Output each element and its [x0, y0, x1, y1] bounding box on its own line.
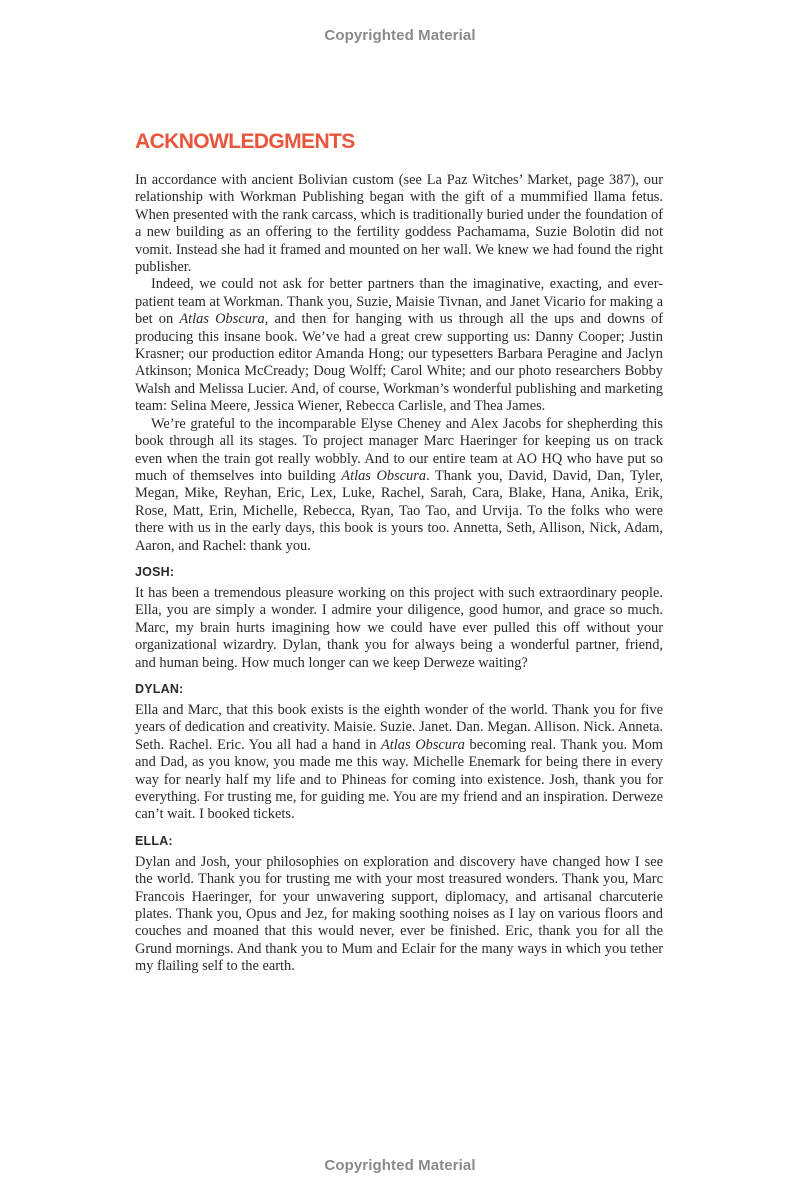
josh-paragraph: It has been a tremendous pleasure working on this project with such extraordinary people. Ella, you are simply a wonder. I admire your diligence, good humor, and grace so much. Marc, my brain hurts imagining how we could have ever pulled this off without your organizational wizardry. Dylan, thank you for always being a wonderful partner, friend, and human being. How much longer can we keep Derweze waiting? [135, 584, 663, 671]
ella-paragraph: Dylan and Josh, your philosophies on exploration and discovery have changed how I see the world. Thank you for trusting me with your most treasured wonders. Thank you, Marc Francois Haeringer, for your unwavering support, diplomacy, and artisanal charcuterie plates. Thank you, Opus and Jez, for making soothing noises as I lay on various floors and couches and moaned that this would never, ever be finished. Eric, thank you for all the Grund mornings. And thank you to Mum and Eclair for the many ways in which you tether my flailing self to the earth. [135, 853, 663, 975]
josh-label: JOSH: [135, 564, 175, 579]
copyright-watermark-bottom: Copyrighted Material [324, 1157, 476, 1174]
book-title-italic: Atlas Obscura [380, 736, 465, 753]
dylan-paragraph-part-b: becoming real. Thank you. Mom and Dad, as you know, you made me this way. Michelle Enemark for being there in every way for nearly half my life and to Phineas for coming into existence. Josh, thank you for everything. For trusting me, for guiding me. You are my friend and an inspiration. Derweze can’t wait. I booked tickets. [135, 736, 664, 823]
book-title-italic: Atlas Obscura [179, 311, 265, 328]
intro-paragraph-2-part-a: Indeed, we could not ask for better partners than the imaginative, exacting, and ever-patient team at Workman. Thank you, Suzie, Maisie Tivnan, and Janet Vicario for making a bet on [135, 276, 663, 328]
intro-paragraph-1: In accordance with ancient Bolivian custom (see La Paz Witches’ Market, page 387), our relationship with Workman Publishing began with the gift of a mummified llama fetus. When presented with the rank carcass, which is traditionally buried under the foundation of a new building as an offering to the fertility goddess Pachamama, Suzie Bolotin did not vomit. Instead she had it framed and mounted on her wall. We knew we had found the right publisher. [135, 172, 663, 276]
dylan-paragraph-part-a: Ella and Marc, that this book exists is the eighth wonder of the world. Thank you for five years of dedication and creativity. Maisie. Suzie. Janet. Dan. Megan. Allison. Nick. Anneta. Seth. Rachel. Eric. You all had a hand in [135, 701, 663, 753]
intro-paragraph-3 [135, 416, 663, 555]
intro-paragraph-2-part-b: , and then for hanging with us through all the ups and downs of producing this insane book. We’ve had a great crew supporting us: Danny Cooper; Justin Krasner; our production editor Amanda Hong; our typesetters Barbara Peragine and Jaclyn Atkinson; Monica McCready; Doug Wolff; Carol White; and our photo researchers Bobby Walsh and Melissa Lucier. And, of course, Workman’s wonderful publishing and marketing team: Selina Meere, Jessica Wiener, Rebecca Carlisle, and Thea James. [135, 311, 664, 415]
book-title-italic: Atlas Obscura [341, 467, 427, 484]
dylan-paragraph [135, 702, 663, 824]
intro-paragraph-3-part-b: . Thank you, David, David, Dan, Tyler, Megan, Mike, Reyhan, Eric, Lex, Luke, Rachel, Sarah, Cara, Blake, Hana, Anika, Erik, Rose, Matt, Erin, Michelle, Rebecca, Ryan, Tao Tao, and Urvija. To the folks who were there with us in the early days, this book is yours too. Annetta, Seth, Allison, Nick, Adam, Aaron, and Rachel: thank you. [135, 467, 664, 554]
copyright-watermark-top: Copyrighted Material [324, 27, 476, 44]
ella-label: ELLA: [135, 833, 173, 848]
page-title: ACKNOWLEDGMENTS [135, 130, 355, 153]
intro-paragraph-2 [135, 276, 663, 415]
dylan-label: DYLAN: [135, 681, 184, 696]
intro-paragraph-3-part-a: We’re grateful to the incomparable Elyse Cheney and Alex Jacobs for shepherding this book through all its stages. To project manager Marc Haeringer for keeping us on track even when the train got really wobbly. And to our entire team at AO HQ who have put so much of themselves into building [135, 415, 663, 484]
acknowledgments-content [135, 128, 663, 976]
